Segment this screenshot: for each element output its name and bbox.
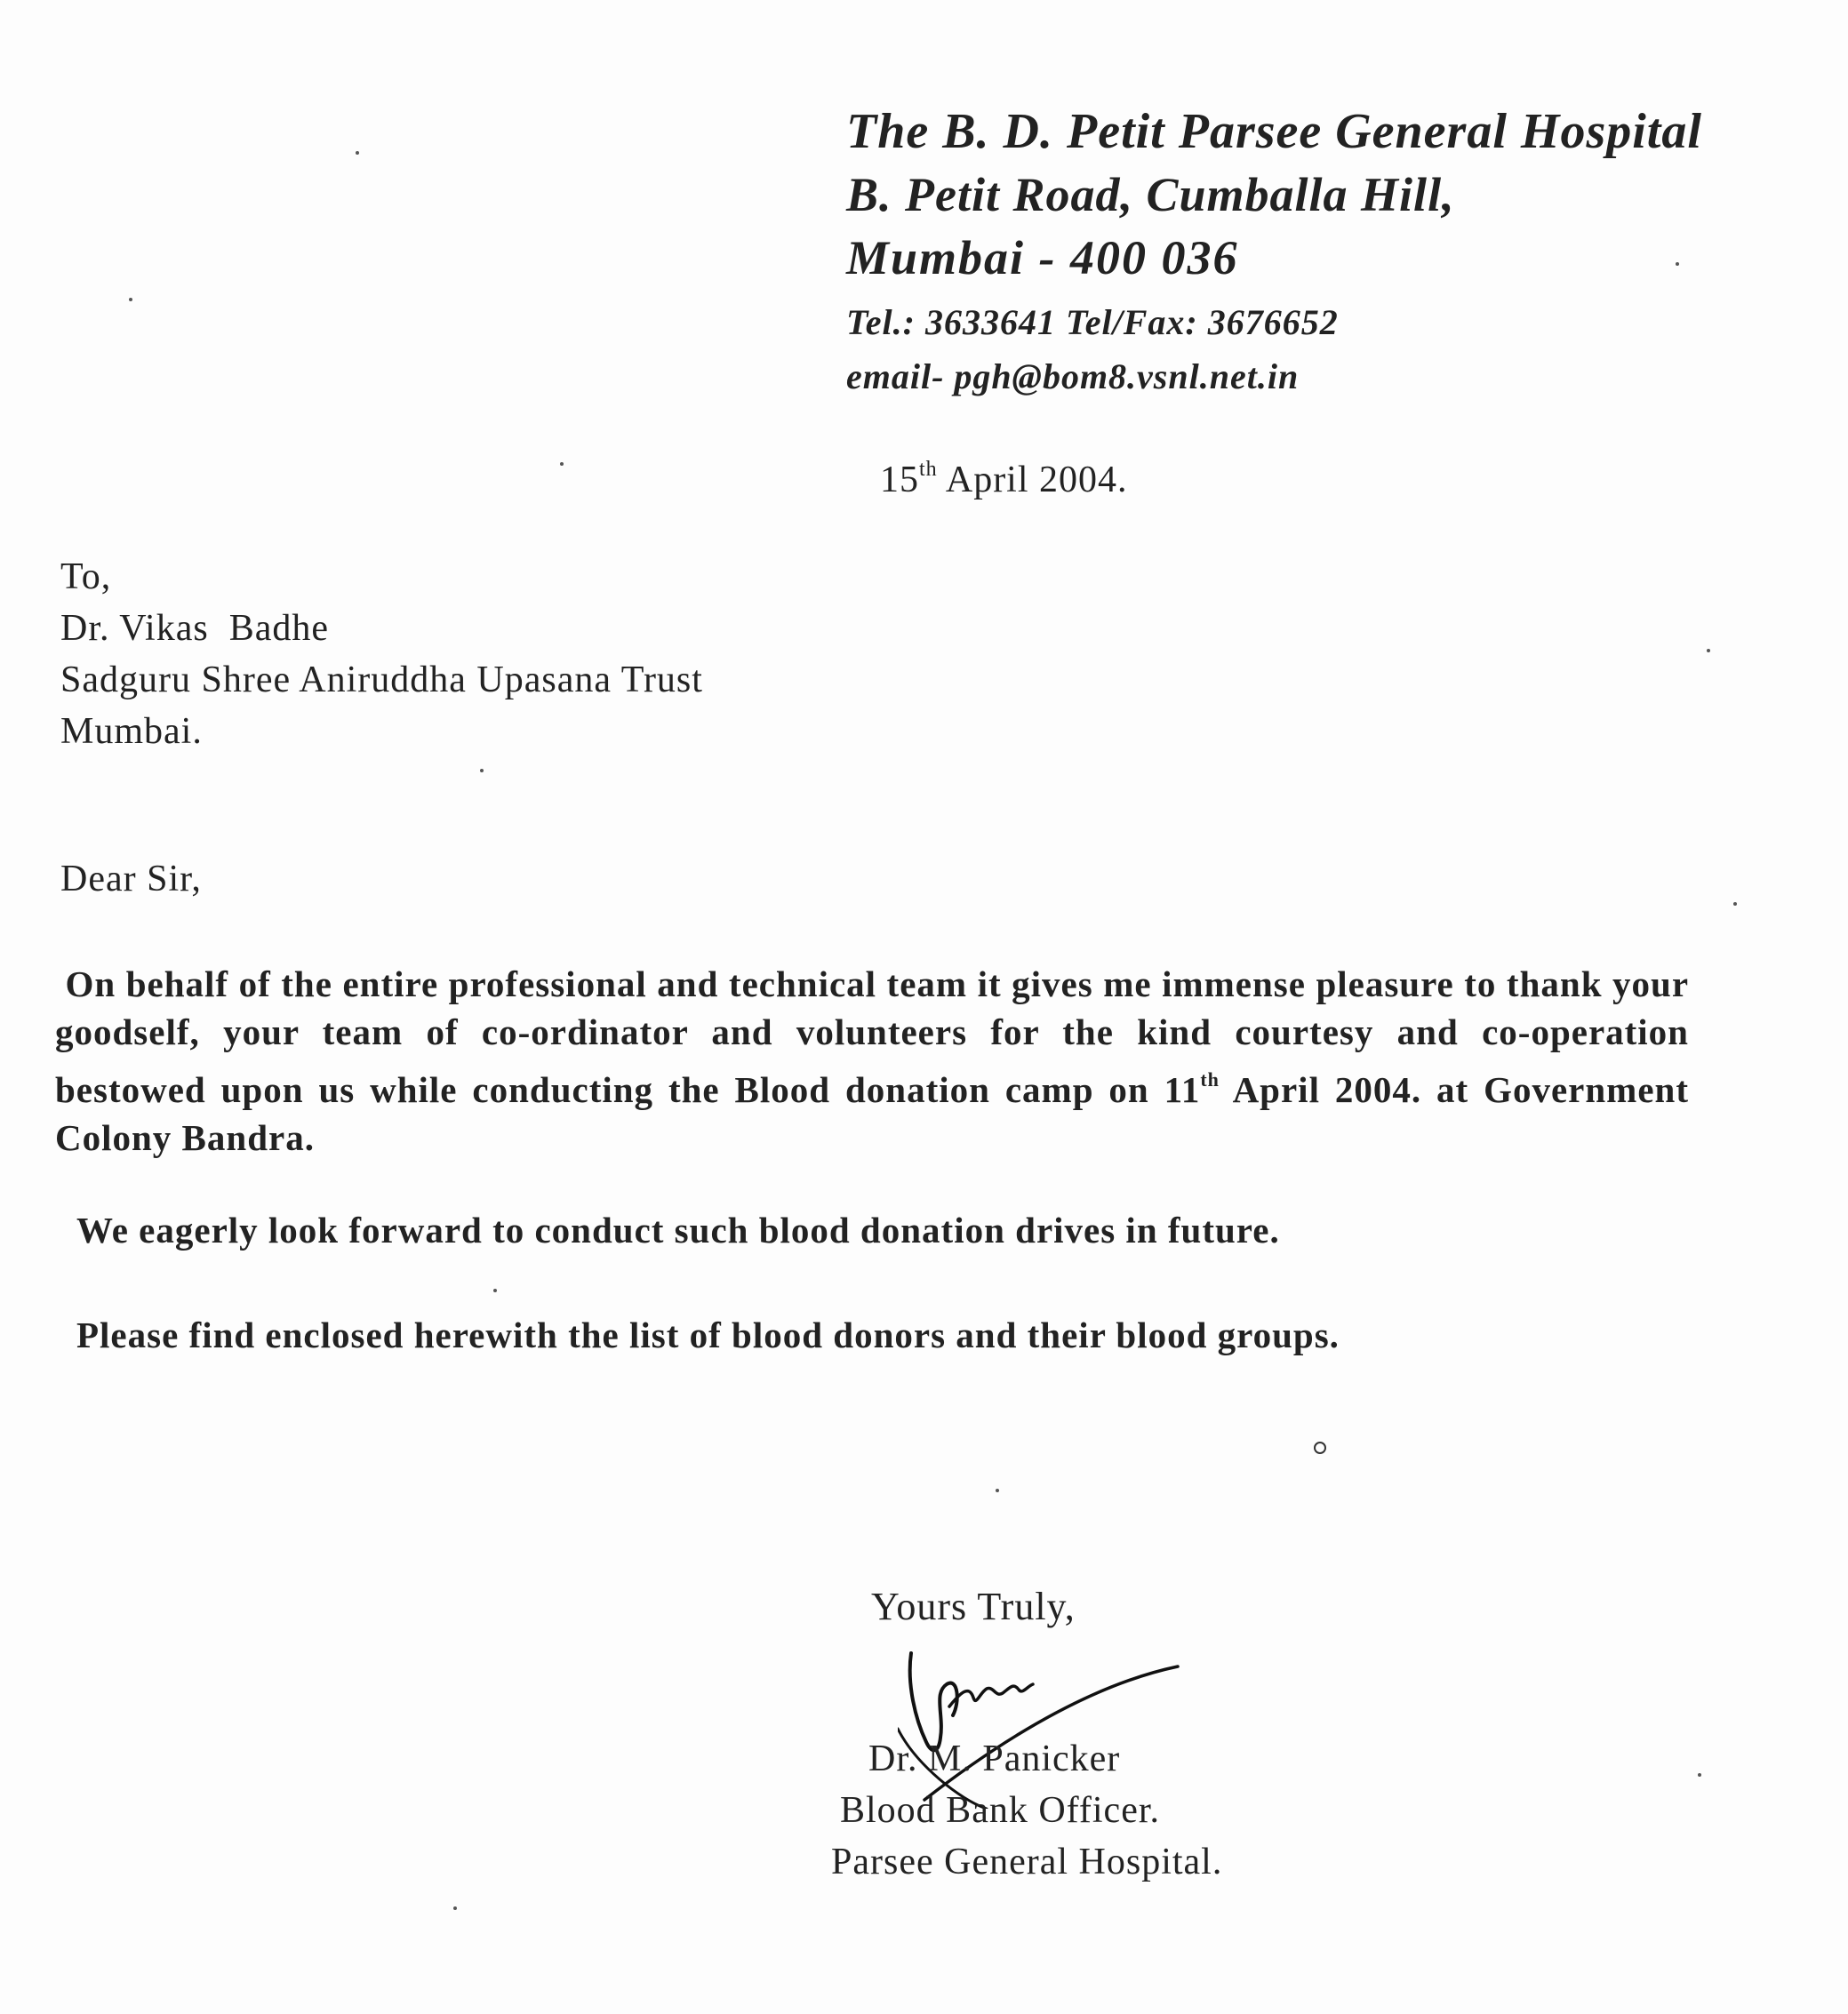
body-paragraph-3: Please find enclosed herewith the list of blood donors and their blood groups.: [76, 1315, 1340, 1355]
scan-speck: [129, 298, 132, 301]
recipient-name: Dr. Vikas Badhe: [60, 608, 330, 649]
scan-speck: [1733, 902, 1737, 906]
salutation: Dear Sir,: [60, 859, 202, 899]
scan-speck: [1707, 649, 1710, 652]
hospital-name: The B. D. Petit Parsee General Hospital: [846, 104, 1702, 159]
date-day: 15: [880, 460, 919, 500]
signer-title: Blood Bank Officer.: [840, 1790, 1161, 1831]
signer-name: Dr. M. Panicker: [868, 1738, 1121, 1779]
body-paragraph-1: [55, 960, 1689, 1162]
hospital-address: B. Petit Road, Cumballa Hill,: [846, 168, 1455, 221]
scan-speck: [560, 462, 564, 466]
hospital-email: email- pgh@bom8.vsnl.net.in: [846, 356, 1300, 396]
date-rest: April 2004.: [945, 460, 1128, 500]
scan-speck: [1676, 262, 1679, 266]
signoff-block: [831, 1733, 1222, 1888]
scan-speck: [453, 1906, 457, 1910]
body-paragraph-2: We eagerly look forward to conduct such blood donation drives in future.: [76, 1210, 1280, 1251]
closing: Yours Truly,: [871, 1585, 1076, 1628]
scan-speck: [356, 151, 359, 155]
letter-date: [880, 458, 1128, 501]
body-p1-text: On behalf of the entire professional and technical team it gives me immense pleasure to thank your goodself, your team of co-ordinator and volunteers for the kind courtesy and co-operation bestowed upon us while conducting the Blood donation camp on 11: [55, 963, 1690, 1110]
scan-speck: [1698, 1773, 1701, 1777]
hospital-phone: Tel.: 3633641 Tel/Fax: 3676652: [846, 302, 1339, 342]
recipient-block: [60, 551, 703, 757]
date-suffix: th: [919, 458, 938, 481]
body-p1-tail: April 2004. at Government Colony Bandra.: [55, 1069, 1689, 1158]
scan-speck: [996, 1489, 999, 1492]
letterhead: [846, 100, 1702, 404]
hospital-city: Mumbai - 400 036: [846, 231, 1239, 284]
scan-ring: [1314, 1442, 1326, 1454]
signer-org: Parsee General Hospital.: [831, 1842, 1223, 1882]
scan-speck: [493, 1289, 497, 1292]
recipient-city: Mumbai.: [60, 711, 203, 752]
recipient-org: Sadguru Shree Aniruddha Upasana Trust: [60, 659, 703, 700]
scan-speck: [480, 769, 484, 772]
recipient-to: To,: [60, 556, 112, 597]
body-p1-sup: th: [1200, 1068, 1220, 1091]
